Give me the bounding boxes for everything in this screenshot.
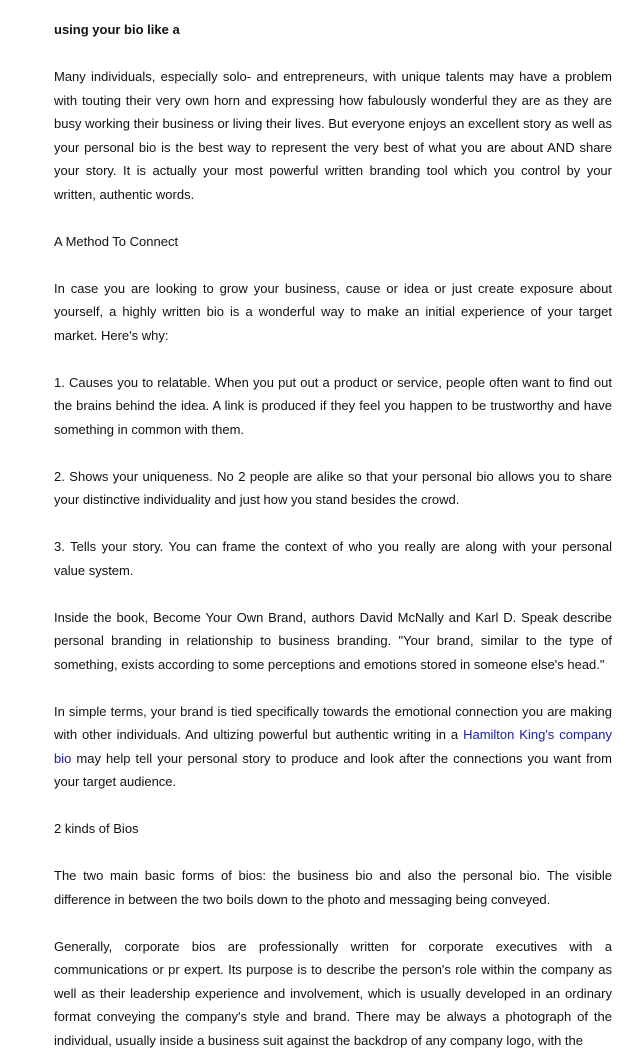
- kinds-paragraph: The two main basic forms of bios: the business bio and also the personal bio. The visible difference in between the two boils down to the photo and messaging being conveyed.: [54, 864, 612, 911]
- connect-paragraph: In case you are looking to grow your business, cause or idea or just create exposure about yourself, a highly written bio is a wonderful way to make an initial experience of your target market. Here's why:: [54, 277, 612, 348]
- brand-text-before: In simple terms, your brand is tied specifically towards the emotional connection you are making with other individuals. And ultizing powerful but authentic writing in a: [54, 704, 612, 743]
- brand-text-after: may help tell your personal story to produce and look after the connections you want from your target audience.: [54, 751, 612, 790]
- company-bio-link[interactable]: Hamilton King's company bio: [54, 727, 612, 766]
- brand-paragraph: [54, 700, 612, 794]
- document-title: using your bio like a: [54, 18, 612, 42]
- list-item-uniqueness: 2. Shows your uniqueness. No 2 people are alike so that your personal bio allows you to share your distinctive individuality and just how you stand besides the crowd.: [54, 465, 612, 512]
- list-item-relatable: 1. Causes you to relatable. When you put out a product or service, people often want to find out the brains behind the idea. A link is produced if they feel you happen to be trustworthy and have something in common with them.: [54, 371, 612, 442]
- intro-paragraph: Many individuals, especially solo- and entrepreneurs, with unique talents may have a problem with touting their very own horn and expressing how fabulously wonderful they are as they are busy working their business or living their lives. But everyone enjoys an excellent story as well as your personal bio is the best way to represent the very best of what you are about AND share your story. It is actually your most powerful written branding tool which you control by your written, authentic words.: [54, 65, 612, 206]
- book-paragraph: Inside the book, Become Your Own Brand, authors David McNally and Karl D. Speak describe personal branding in relationship to business branding. "Your brand, similar to the type of something, exists according to some perceptions and emotions stored in someone else's head.": [54, 606, 612, 677]
- corporate-paragraph: Generally, corporate bios are professionally written for corporate executives with a communications or pr expert. Its purpose is to describe the person's role within the company as well as their leadership experience and involvement, which is usually developed in an ordinary format conveying the company's style and brand. There may be always a photograph of the individual, usually inside a business suit against the backdrop of any company logo, with the: [54, 935, 612, 1052]
- section-heading-connect: A Method To Connect: [54, 230, 612, 254]
- section-heading-kinds: 2 kinds of Bios: [54, 817, 612, 841]
- list-item-story: 3. Tells your story. You can frame the context of who you really are along with your personal value system.: [54, 535, 612, 582]
